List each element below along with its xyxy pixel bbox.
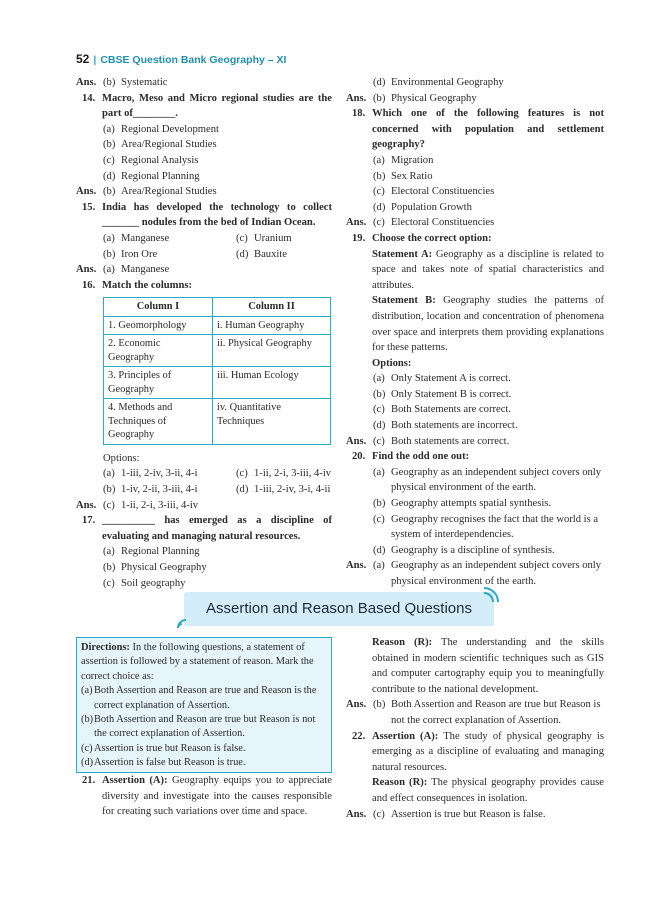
option: (b) Sex Ratio — [373, 170, 433, 182]
option: (a) Geography as an independent subject covers only physical environment of the earth. — [373, 466, 602, 494]
question-22-reason: Reason (R): The physical geography provides cause and effect consequences in isolation. — [372, 777, 604, 804]
direction-item: (d) Assertion is false but Reason is true. — [81, 757, 246, 769]
question-15: 15. India has developed the technology to collect _______ nodules from the bed of Indian Ocean. — [82, 201, 332, 229]
statement-b: Statement B: Geography studies the patterns of distribution, location and concentration of phenomena over space and interprets them providing explanations for these patterns. — [372, 295, 605, 354]
option-row: (b) Iron Ore (d) Bauxite — [103, 248, 287, 260]
section-title: Assertion and Reason Based Questions — [206, 600, 472, 617]
option: (a) Regional Planning — [103, 546, 200, 558]
directions-box — [76, 637, 332, 773]
question-21-reason: Reason (R): The understanding and the skills obtained in modern scientific techniques such as GIS and computer cartography equip you to meaningfully contribute to the national development. — [372, 637, 605, 695]
question-14: 14. Macro, Meso and Micro regional studies are the part of________. — [82, 92, 332, 120]
option: (c) Both Statements are correct. — [373, 404, 512, 416]
answer-16: Ans. (c) 1-ii, 2-i, 3-iii, 4-iv — [76, 499, 199, 511]
option: (c) Geography recognises the fact that the world is a system of interdependencies. — [373, 513, 599, 541]
option: (c) Regional Analysis — [103, 154, 199, 166]
statement-a: Statement A: Geography as a discipline is related to space and takes note of spatial characteristics and attributes. — [372, 248, 604, 291]
right-lower-column — [346, 635, 604, 822]
option: (d) Population Growth — [373, 201, 472, 213]
option: (a) Only Statement A is correct. — [373, 373, 511, 385]
left-column — [76, 75, 332, 591]
answer-18: Ans. (c) Electoral Constituencies — [346, 217, 495, 229]
question-16: 16. Match the columns: — [82, 279, 193, 291]
right-column — [346, 75, 604, 590]
page-number: 52 — [76, 52, 90, 66]
direction-item: (a) Both Assertion and Reason are true and Reason is the correct explanation of Assertion. — [81, 685, 317, 711]
option-row: (a) 1-iii, 2-iv, 3-ii, 4-i (c) 1-ii, 2-i, 3-iii, 4-iv — [103, 468, 332, 480]
table-row: 2. Economic Geography ii. Physical Geography — [104, 335, 331, 367]
book-title: CBSE Question Bank Geography – XI — [100, 54, 287, 66]
option-row: (b) 1-iv, 2-ii, 3-iii, 4-i (d) 1-iii, 2-iv, 3-i, 4-ii — [103, 484, 331, 495]
question-21-assertion: 21. Assertion (A): Geography equips you to appreciate diversity and investigate into the causes responsible for creating such variations over time and space. — [82, 775, 333, 818]
option: (d) Regional Planning — [103, 170, 200, 182]
signal-waves-icon — [480, 586, 500, 606]
option: (c) Soil geography — [103, 577, 186, 589]
answer-13: Ans. (b) Systematic — [76, 77, 168, 88]
section-title-banner — [184, 592, 494, 626]
directions-intro: Directions: In the following questions, a statement of assertion is followed by a statement of reason. Mark the correct choice as: — [81, 642, 314, 682]
options-label: Options: — [372, 357, 412, 369]
answer-14: Ans. (b) Area/Regional Studies — [76, 186, 217, 198]
options-label: Options: — [103, 452, 140, 464]
question-20: 20. Find the odd one out: — [352, 451, 470, 463]
option: (d) Environmental Geography — [373, 77, 504, 88]
table-row: 3. Principles of Geography iii. Human Ecology — [104, 367, 331, 399]
answer-15: Ans. (a) Manganese — [76, 264, 170, 276]
answer-21: Ans. (b) Both Assertion and Reason are true but Reason is not the correct explanation of Assertion. — [346, 699, 601, 726]
option: (b) Only Statement B is correct. — [373, 388, 512, 400]
option-row: (a) Manganese (c) Uranium — [103, 232, 292, 244]
answer-17: Ans. (b) Physical Geography — [346, 92, 477, 104]
option: (d) Geography is a discipline of synthesis. — [373, 544, 555, 556]
option: (b) Area/Regional Studies — [103, 139, 217, 151]
question-19: 19. Choose the correct option: — [352, 232, 492, 244]
direction-item: (c) Assertion is true but Reason is false. — [81, 742, 246, 754]
question-22-assertion: 22. Assertion (A): The study of physical geography is emerging as a discipline of evaluating and managing natural resources. — [352, 730, 605, 773]
table-row: 4. Methods and Techniques of Geography iv. Quantitative Techniques — [104, 399, 331, 445]
question-17: 17. __________ has emerged as a discipline of evaluating and managing natural resources. — [82, 515, 332, 542]
option: (d) Both statements are incorrect. — [373, 420, 518, 432]
answer-20: Ans. (a) Geography as an independent subject covers only physical environment of the earth. — [346, 560, 602, 587]
match-columns-table — [103, 297, 331, 445]
question-18: 18. Which one of the following features is not concerned with population and settlement geography? — [352, 108, 604, 151]
header-separator: | — [93, 54, 97, 66]
direction-item: (b) Both Assertion and Reason are true but Reason is not the correct explanation of Assertion. — [81, 714, 316, 740]
answer-22: Ans. (c) Assertion is true but Reason is false. — [346, 808, 546, 820]
option: (b) Geography attempts spatial synthesis. — [373, 498, 552, 510]
signal-waves-icon — [176, 610, 196, 630]
answer-19: Ans. (c) Both statements are correct. — [346, 435, 510, 447]
table-row: 1. Geomorphology i. Human Geography — [104, 316, 331, 335]
option: (a) Regional Development — [103, 123, 219, 135]
option: (c) Electoral Constituencies — [373, 186, 495, 198]
page-header — [76, 52, 286, 66]
option: (a) Migration — [373, 154, 434, 166]
option: (b) Physical Geography — [103, 561, 207, 573]
table-header-row: Column I Column II — [104, 298, 331, 317]
